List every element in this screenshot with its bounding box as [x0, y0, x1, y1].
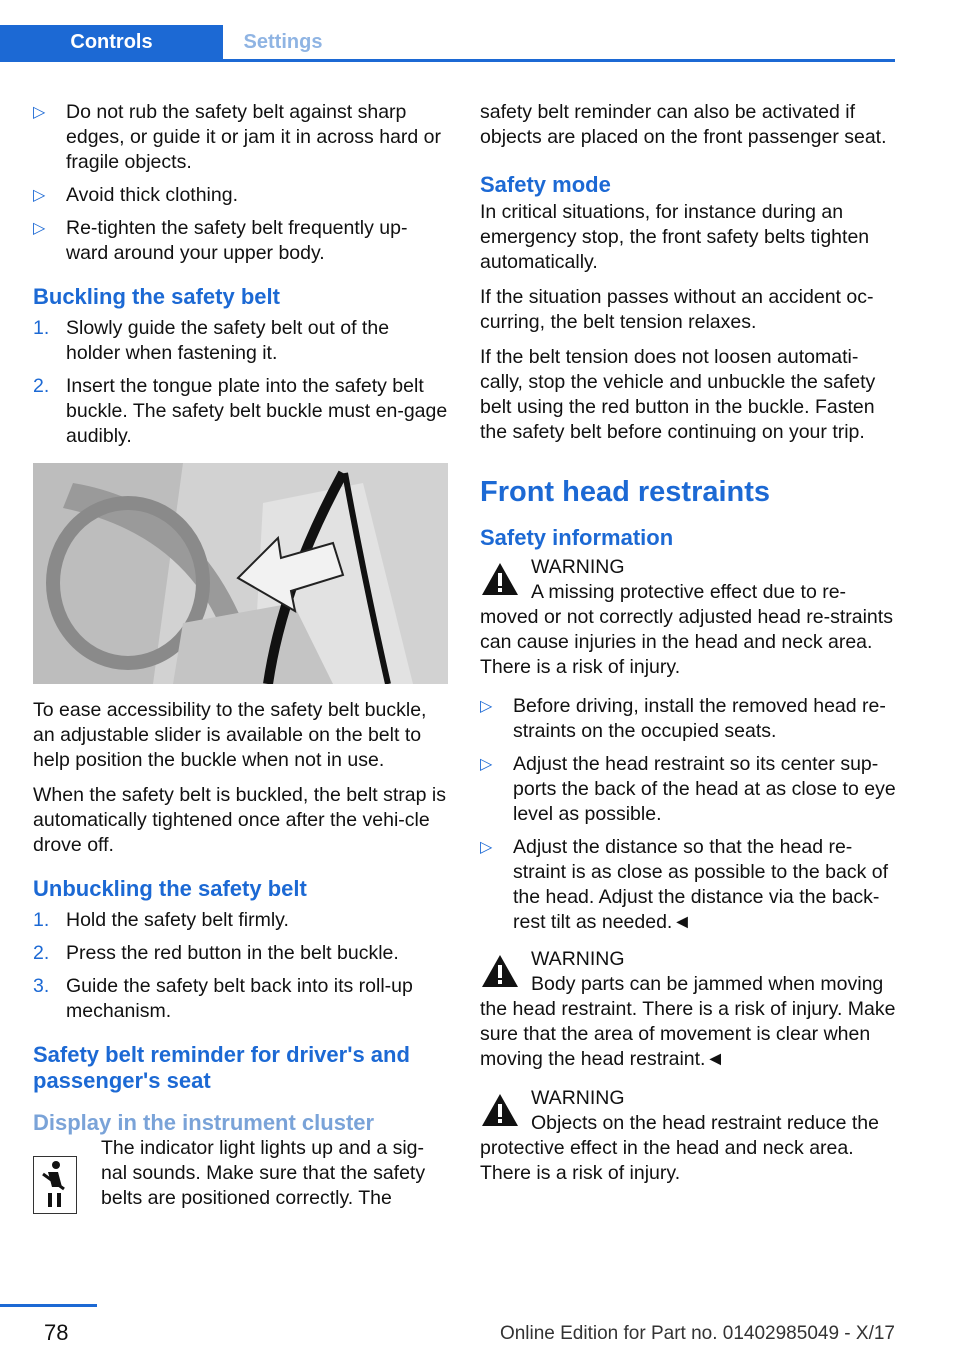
display-heading: Display in the instrument cluster [33, 1110, 375, 1135]
tighten-paragraph: When the safety belt is buckled, the belt strap is automatically tightened once after the vehi-cle drove off. [33, 784, 446, 856]
tab-controls[interactable]: Controls [0, 25, 223, 59]
warning-title: WARNING [531, 556, 625, 578]
slider-paragraph: To ease accessibility to the safety belt buckle, an adjustable slider is available on the belt to help position the buckle when not in use. [33, 699, 427, 771]
list-item: 3. Guide the safety belt back into its roll-up mechanism. [33, 975, 413, 1022]
warning-title: WARNING [531, 1087, 625, 1109]
list-item: ▷ Re-tighten the safety belt frequently up-ward around your upper body. [33, 217, 408, 264]
triangle-bullet-icon: ▷ [480, 839, 493, 856]
list-item: ▷ Adjust the distance so that the head re-straint is as close as possible to the back of the head. Adjust the distance via the back-rest tilt as needed.◄ [480, 836, 889, 933]
list-item: 2. Insert the tongue plate into the safety belt buckle. The safety belt buckle must en-gage audibly. [33, 375, 448, 447]
safety-mode-p2: If the situation passes without an accident oc-curring, the belt tension relaxes. [480, 286, 874, 333]
seat-belt-illustration [33, 463, 448, 684]
seatbelt-indicator-icon [33, 1156, 77, 1214]
warning-block [480, 947, 898, 1072]
buckling-heading: Buckling the safety belt [33, 284, 280, 309]
section-title: Front head restraints [480, 476, 771, 508]
unbuckling-heading: Unbuckling the safety belt [33, 876, 307, 901]
warning-block [480, 1086, 898, 1186]
list-item: 1. Slowly guide the safety belt out of the holder when fastening it. [33, 317, 390, 364]
warning-icon [480, 561, 520, 599]
warning-title: WARNING [531, 948, 625, 970]
list-item: 1. Hold the safety belt firmly. [33, 909, 289, 931]
safety-mode-p1: In critical situations, for instance during an emergency stop, the front safety belts tighten automatically. [480, 201, 870, 273]
belt-handling-list [33, 100, 448, 266]
triangle-bullet-icon: ▷ [480, 698, 493, 715]
display-text: The indicator light lights up and a sig-nal sounds. Make sure that the safety belts are positioned correctly. The [101, 1137, 426, 1209]
triangle-bullet-icon: ▷ [33, 187, 46, 204]
reminder-continued: safety belt reminder can also be activated if objects are placed on the front passenger seat. [480, 101, 887, 148]
left-column [33, 100, 448, 1220]
safety-mode-p3: If the belt tension does not loosen automati-cally, stop the vehicle and unbuckle the safety belt using the red button in the buckle. Fasten the safety belt before continuing on your trip. [480, 346, 876, 443]
reminder-heading: Safety belt reminder for driver's and passenger's seat [33, 1042, 410, 1093]
safety-info-heading: Safety information [480, 525, 674, 550]
warning-text: Body parts can be jammed when moving the head restraint. There is a risk of injury. Make sure that the area of movement is clear when moving the head restraint.◄ [480, 973, 896, 1070]
page-number: 78 [44, 1320, 69, 1345]
tab-underline [0, 59, 895, 62]
warning-block [480, 555, 898, 680]
tab-settings[interactable]: Settings [243, 31, 323, 53]
right-column [480, 100, 898, 1200]
warning-text: A missing protective effect due to re-moved or not correctly adjusted head re-straints can cause injuries in the head and neck area. There is a risk of injury. [480, 581, 893, 678]
warning-icon [480, 953, 520, 991]
list-item: ▷ Adjust the head restraint so its center sup-ports the back of the head at as close to eye level as possible. [480, 753, 896, 825]
triangle-bullet-icon: ▷ [33, 104, 46, 121]
triangle-bullet-icon: ▷ [480, 756, 493, 773]
unbuckling-steps [33, 908, 448, 1024]
head-restraint-list [480, 694, 898, 935]
tab-bar [0, 25, 895, 62]
safety-mode-heading: Safety mode [480, 172, 611, 197]
list-item: ▷ Before driving, install the removed head re-straints on the occupied seats. [480, 695, 886, 742]
list-item: ▷ Avoid thick clothing. [33, 184, 238, 206]
buckling-steps [33, 316, 448, 449]
edition-note: Online Edition for Part no. 01402985049 - X/17 [499, 1323, 895, 1344]
warning-text: Objects on the head restraint reduce the protective effect in the head and neck area. There is a risk of injury. [480, 1112, 879, 1184]
triangle-bullet-icon: ▷ [33, 220, 46, 237]
seat-belt-photo [33, 463, 448, 684]
list-item: 2. Press the red button in the belt buckle. [33, 942, 399, 964]
warning-icon [480, 1092, 520, 1130]
list-item: ▷ Do not rub the safety belt against sharp edges, or guide it or jam it in across hard or fragile objects. [33, 101, 442, 173]
indicator-block [33, 1136, 448, 1211]
footer-rule [0, 1304, 97, 1307]
